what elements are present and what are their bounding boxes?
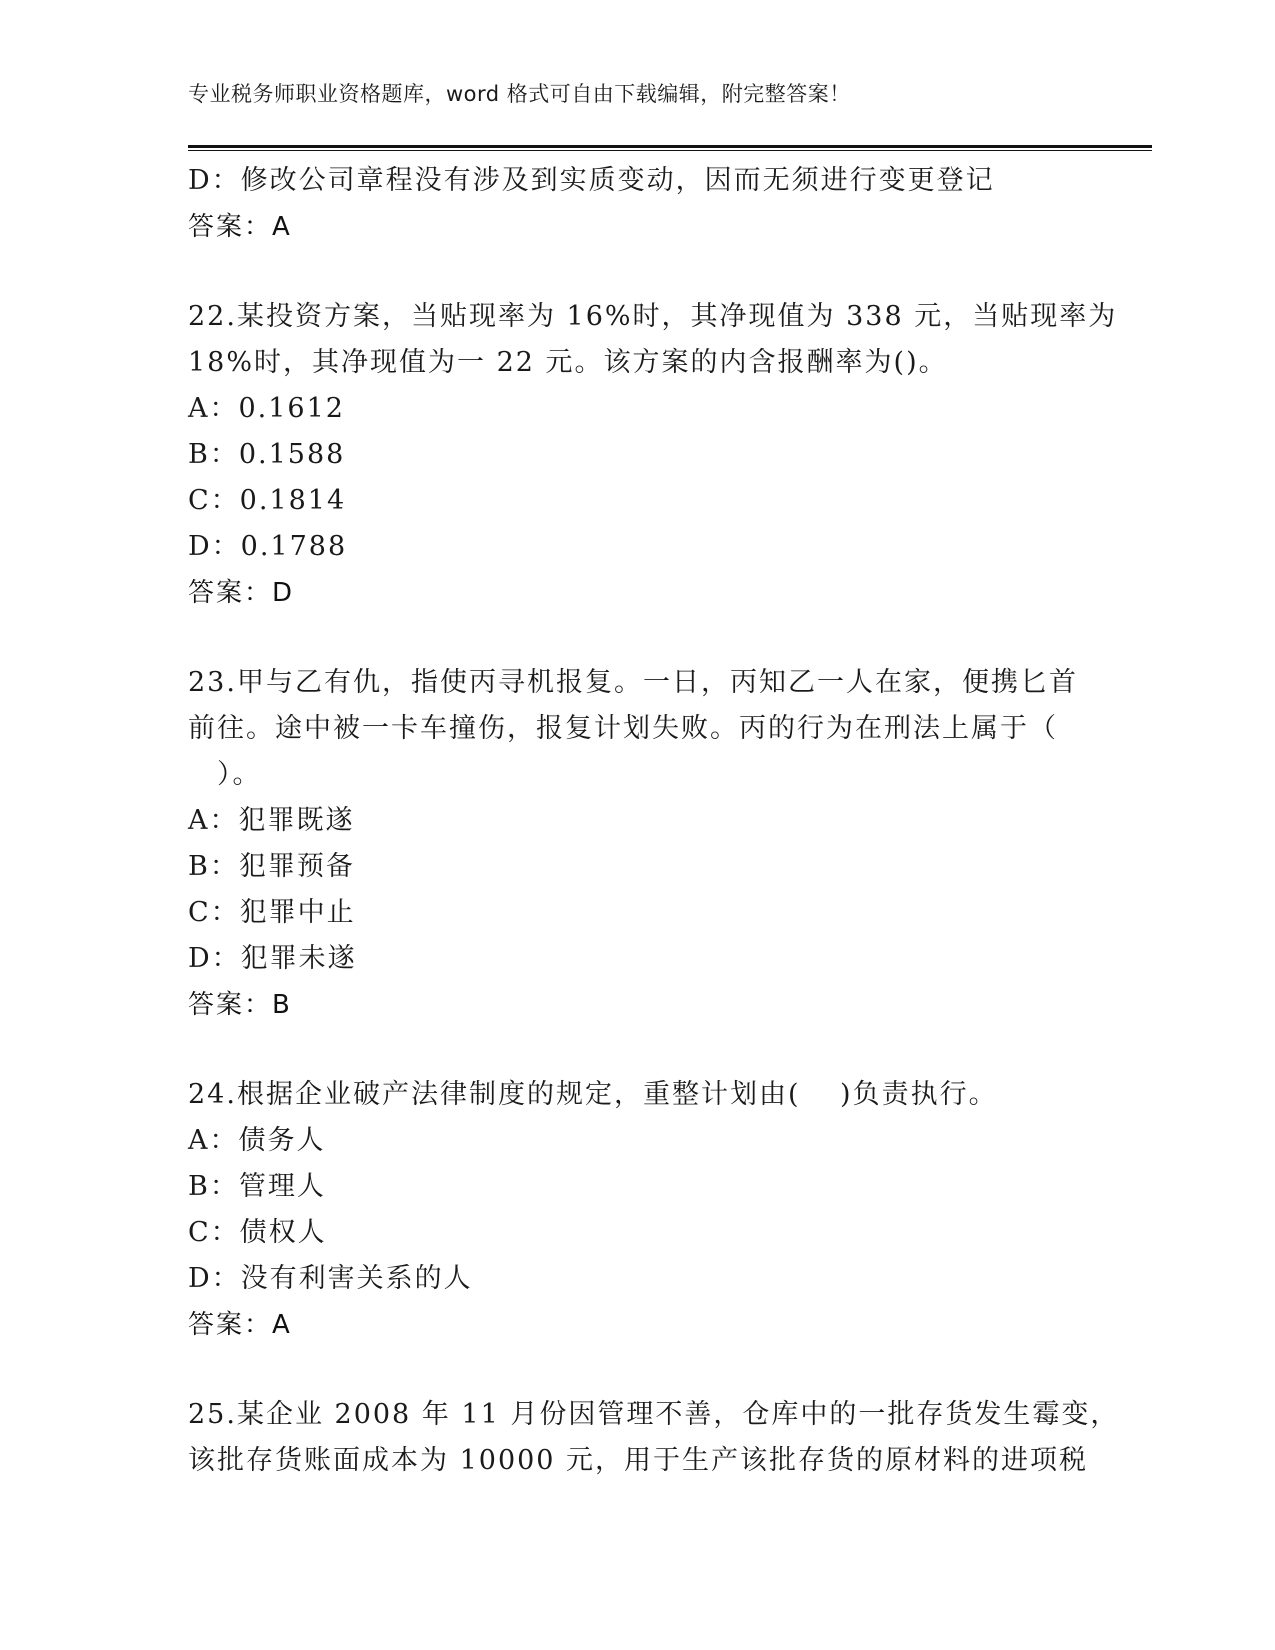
page-header: 专业税务师职业资格题库，word 格式可自由下载编辑，附完整答案！	[188, 82, 851, 106]
document-body	[188, 158, 1120, 1484]
question-23	[188, 660, 1088, 1028]
question-stem-line: 23.甲与乙有仇，指使丙寻机报复。一日，丙知乙一人在家，便携匕首	[188, 667, 1078, 698]
option-c: C：债权人	[188, 1217, 327, 1248]
question-24	[188, 1072, 1088, 1348]
option-a: A：0.1612	[188, 393, 345, 424]
question-stem-line: ）。	[188, 759, 262, 790]
option-a: A：债务人	[188, 1125, 326, 1156]
option-d: D：修改公司章程没有涉及到实质变动，因而无须进行变更登记	[188, 165, 995, 196]
option-d: D：犯罪未遂	[188, 943, 357, 974]
answer-line: 答案：D	[188, 578, 295, 608]
option-b: B：0.1588	[188, 439, 346, 470]
question-stem-line: 该批存货账面成本为 10000 元，用于生产该批存货的原材料的进项税	[188, 1445, 1089, 1476]
spacer	[188, 1028, 1088, 1072]
question-stem-line: 22.某投资方案，当贴现率为 16%时，其净现值为 338 元，当贴现率为	[188, 301, 1118, 332]
option-d: D：没有利害关系的人	[188, 1263, 473, 1294]
answer-line: 答案：A	[188, 1310, 292, 1340]
question-stem-line: 24.根据企业破产法律制度的规定，重整计划由( )负责执行。	[188, 1079, 998, 1110]
option-a: A：犯罪既遂	[188, 805, 355, 836]
question-stem-line: 18%时，其净现值为一 22 元。该方案的内含报酬率为()。	[188, 347, 948, 378]
option-c: C：0.1814	[188, 485, 347, 516]
option-b: B：管理人	[188, 1171, 326, 1202]
option-d: D：0.1788	[188, 531, 348, 562]
spacer	[188, 250, 1088, 294]
spacer	[188, 616, 1088, 660]
option-b: B：犯罪预备	[188, 851, 355, 882]
header-rule-thick	[188, 145, 1152, 148]
header-rule-thin	[188, 150, 1152, 151]
spacer	[188, 1348, 1088, 1392]
answer-line: 答案：A	[188, 212, 292, 242]
question-stem-line: 前往。途中被一卡车撞伤，报复计划失败。丙的行为在刑法上属于（	[188, 713, 1058, 744]
option-c: C：犯罪中止	[188, 897, 356, 928]
question-stem-line: 25.某企业 2008 年 11 月份因管理不善，仓库中的一批存货发生霉变，	[188, 1399, 1120, 1430]
answer-line: 答案：B	[188, 990, 292, 1020]
question-22	[188, 294, 1118, 616]
question-25	[188, 1392, 1120, 1484]
